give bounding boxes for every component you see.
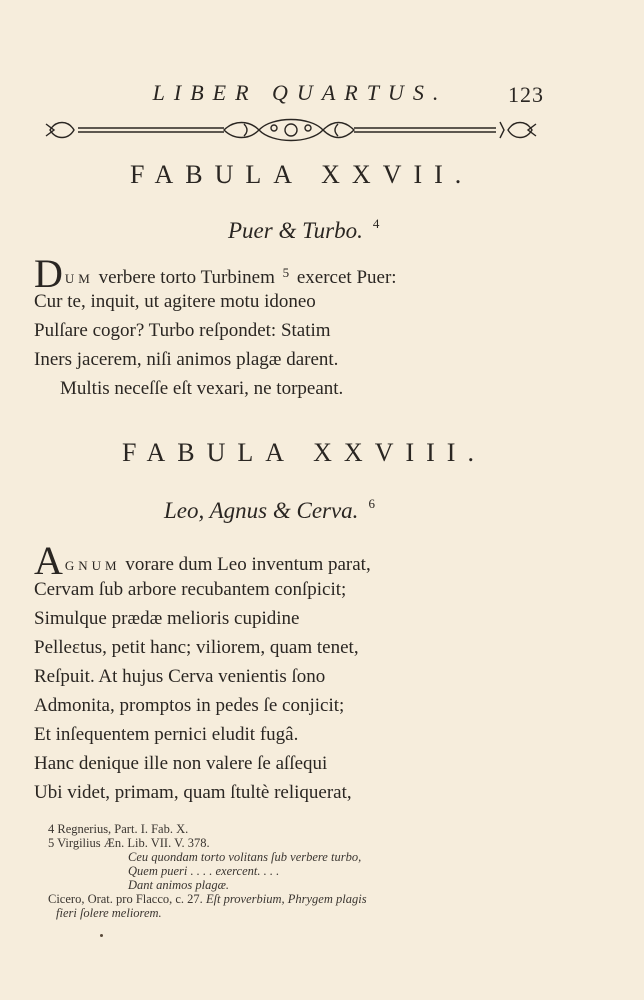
verse-line: Reſpuit. At hujus Cerva venientis ſono [34, 666, 326, 687]
fable-27-subtitle [228, 216, 379, 244]
fable-28-verse [34, 538, 504, 807]
verse-line: Hanc denique ille non valere ſe aſſequi [34, 753, 328, 774]
fable-27-note-ref: 4 [372, 216, 380, 231]
footnote-quote-line: Quem pueri . . . . exercent. . . . [128, 864, 280, 878]
verse-line [34, 538, 504, 583]
fable-27-title: FABULA XXVII. [130, 160, 474, 189]
verse-line [34, 251, 504, 296]
page-number: 123 [508, 82, 544, 107]
verse-line: Ubi videt, primam, quam ſtultè reliquerat, [34, 782, 352, 803]
verse-text: vorare dum Leo inventum parat, [120, 554, 371, 575]
verse-line: Pulſare cogor? Turbo reſpondet: Statim [34, 320, 331, 341]
footnotes [48, 822, 568, 920]
fable-28-subtitle-text: Leo, Agnus & Cerva. [164, 498, 359, 523]
footnote-cicero-continuation: fieri ſolere meliorem. [56, 906, 162, 920]
verse-line: Iners jacerem, niſi animos plagæ darent. [34, 349, 339, 370]
verse-line: Pelleɛtus, petit hanc; viliorem, quam tenet, [34, 637, 359, 658]
footnote-cicero-ref: Cicero, Orat. pro Flacco, c. 27. [48, 892, 203, 906]
footnote-cicero-quote: Eſt proverbium, Phrygem plagis [205, 892, 367, 906]
verse-line: Cur te, inquit, ut agitere motu idoneo [34, 291, 316, 312]
verse-line: Multis neceſſe eſt vexari, ne torpeant. [60, 378, 344, 399]
footnote-4: 4 Regnerius, Part. I. Fab. X. [48, 822, 189, 836]
fable-28-subtitle [164, 496, 375, 524]
footnote-quote-line: Dant animos plagæ. [128, 878, 230, 892]
drop-cap: A [34, 538, 63, 583]
verse-line: Cervam ſub arbore recubantem conſpicit; [34, 579, 347, 600]
ornamental-rule-icon [44, 116, 538, 146]
verse-text: verbere torto Turbinem [93, 267, 280, 288]
verse-line: Simulque prædæ melioris cupidine [34, 608, 300, 629]
footnote-cicero [48, 892, 568, 906]
fable-28-note-ref: 6 [368, 496, 375, 511]
verse-line: Et inſequentem pernici eludit fugâ. [34, 724, 299, 745]
inline-note-ref: 5 [282, 265, 290, 280]
fable-27-subtitle-text: Puer & Turbo. [228, 218, 363, 243]
running-head: LIBER QUARTUS. [152, 80, 448, 105]
small-caps: UM [64, 271, 94, 286]
ink-dot [100, 934, 103, 937]
fable-28-title: FABULA XXVIII. [122, 438, 486, 467]
verse-line: Admonita, promptos in pedes ſe conjicit; [34, 695, 345, 716]
verse-text: exercet Puer: [292, 267, 397, 288]
footnote-quote-line: Ceu quondam torto volitans ſub verbere turbo, [128, 850, 362, 864]
small-caps: GNUM [64, 558, 121, 573]
fable-27-verse [34, 251, 504, 403]
drop-cap: D [34, 251, 63, 296]
footnote-5: 5 Virgilius Æn. Lib. VII. V. 378. [48, 836, 210, 850]
